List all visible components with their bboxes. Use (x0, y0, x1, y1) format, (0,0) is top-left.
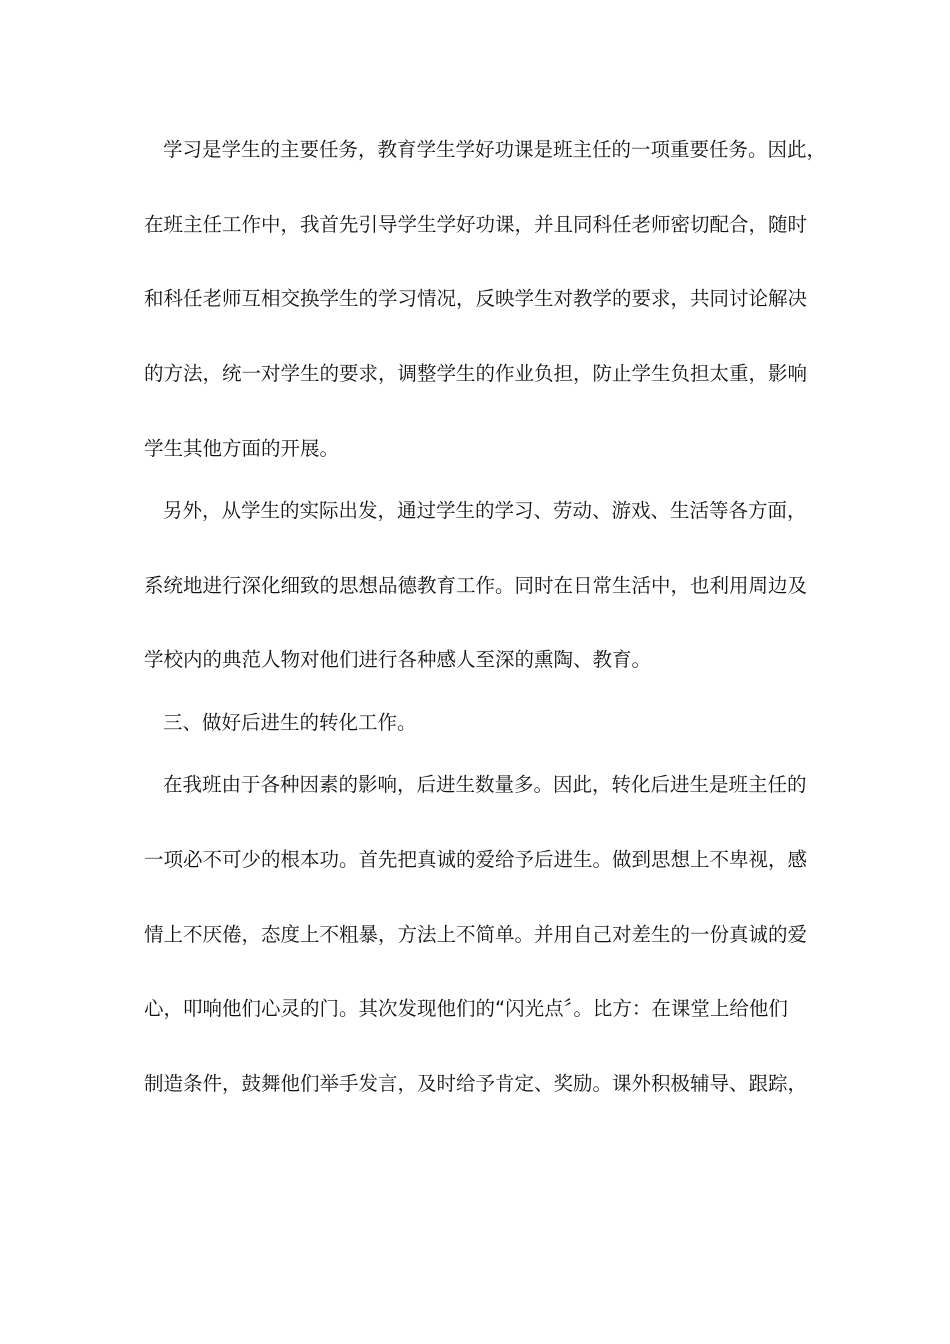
paragraph-1-line-1: 学习是学生的主要任务，教育学生学好功课是班主任的一项重要任务。因此， (163, 138, 827, 161)
paragraph-2-line-2: 系统地进行深化细致的思想品德教育工作。同时在日常生活中，也利用周边及 (144, 574, 808, 597)
paragraph-3-line-4: 心，叩响他们心灵的门。其次发现他们的“闪光点〞。比方：在课堂上给他们 (144, 997, 788, 1020)
paragraph-1-line-3: 和科任老师互相交换学生的学习情况，反映学生对教学的要求，共同讨论解决 (144, 287, 808, 310)
paragraph-3-line-2: 一项必不可少的根本功。首先把真诚的爱给予后进生。做到思想上不卑视，感 (144, 848, 808, 871)
paragraph-1-line-5: 学生其他方面的开展。 (144, 437, 340, 460)
paragraph-3-line-5: 制造条件，鼓舞他们举手发言，及时给予肯定、奖励。课外积极辅导、跟踪， (144, 1072, 808, 1095)
section-heading: 三、做好后进生的转化工作。 (163, 711, 417, 734)
paragraph-3-line-3: 情上不厌倦，态度上不粗暴，方法上不简单。并用自己对差生的一份真诚的爱 (144, 923, 808, 946)
paragraph-2-line-1: 另外，从学生的实际出发，通过学生的学习、劳动、游戏、生活等各方面， (163, 499, 807, 522)
paragraph-3-line-1: 在我班由于各种因素的影响，后进生数量多。因此，转化后进生是班主任的 (163, 773, 807, 796)
paragraph-2-line-3: 学校内的典范人物对他们进行各种感人至深的熏陶、教育。 (144, 648, 652, 671)
paragraph-1-line-4: 的方法，统一对学生的要求，调整学生的作业负担，防止学生负担太重，影响 (144, 362, 808, 385)
paragraph-1-line-2: 在班主任工作中，我首先引导学生学好功课，并且同科任老师密切配合，随时 (144, 213, 808, 236)
